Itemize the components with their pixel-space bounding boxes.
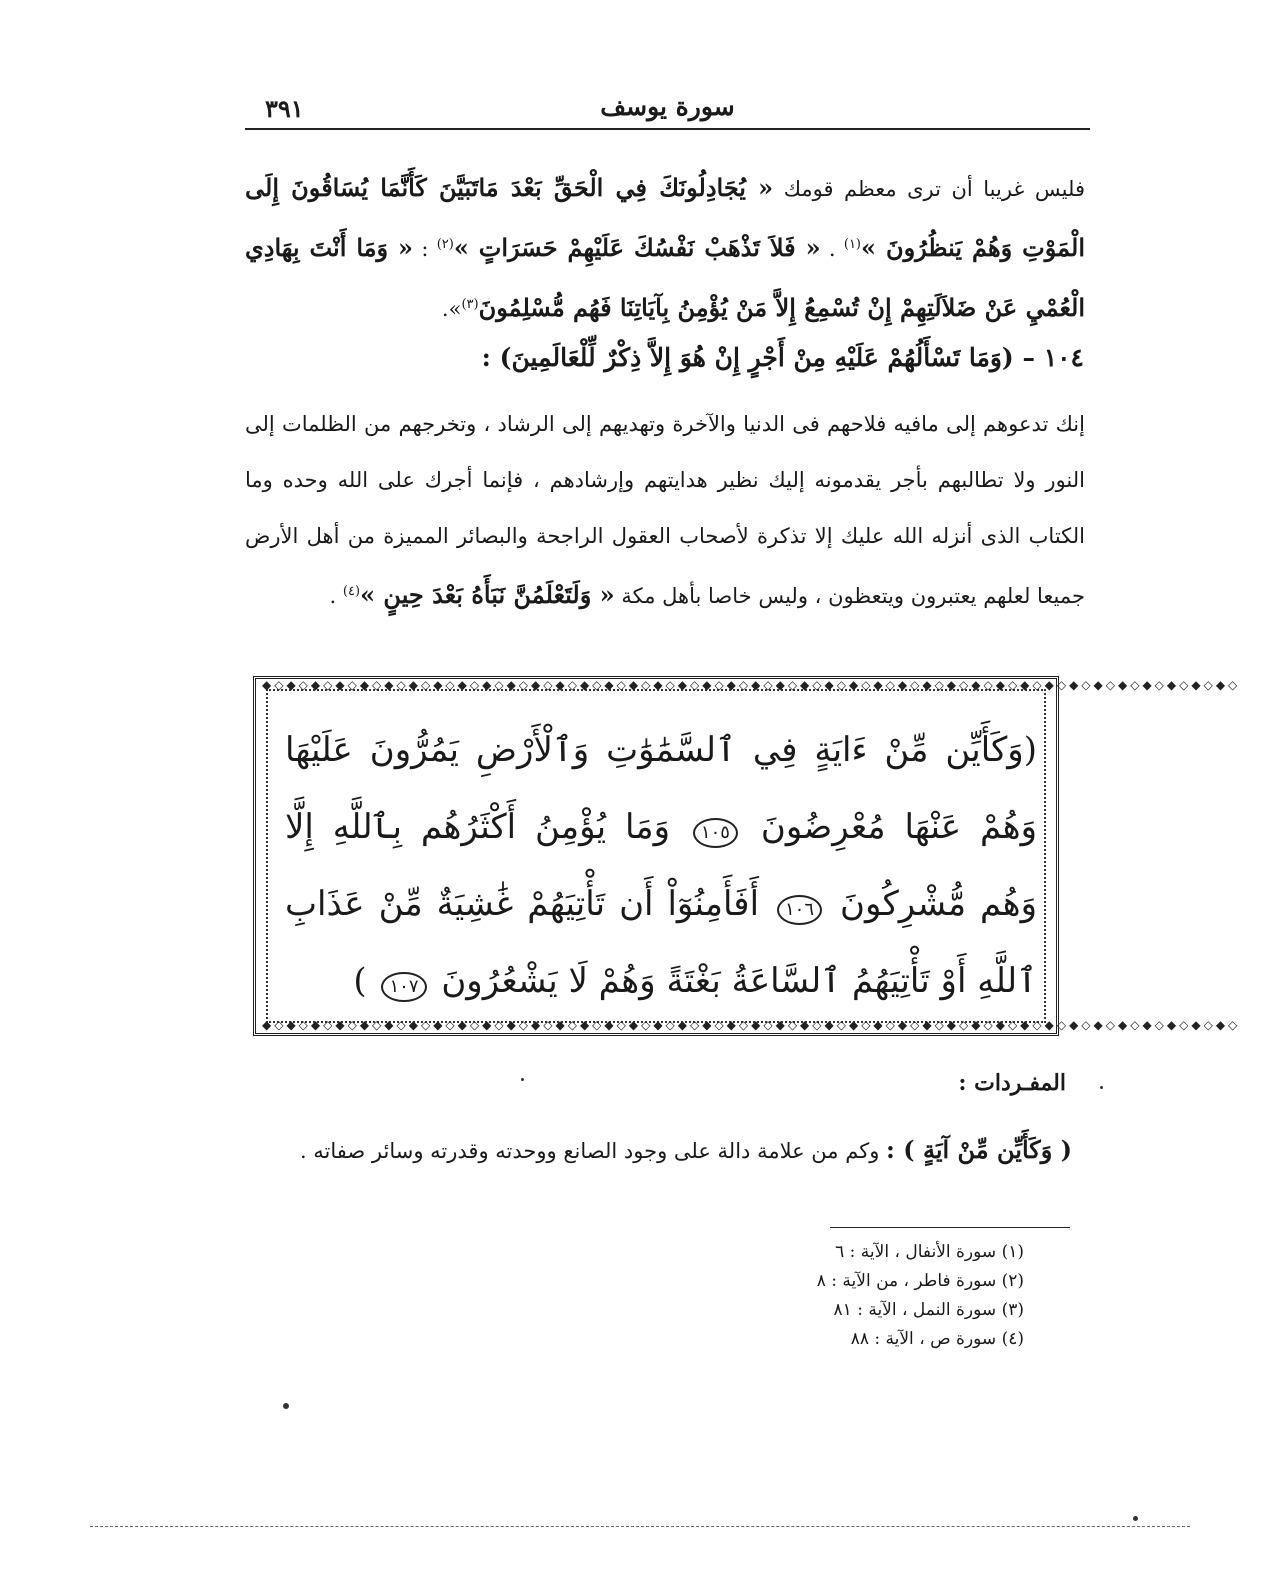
quran-part-1: (وَكَأَيِّن مِّنْ ءَايَةٍ فِي ٱلسَّمَٰوَٰتِ وَٱلْأَرْضِ يَمُرُّونَ عَلَيْهَا وَهُمْ عَنْهَا مُعْرِضُونَ bbox=[285, 730, 1037, 847]
paragraph-1-lead: فليس غريبا أن ترى معظم قومك bbox=[783, 177, 1085, 201]
page-number: ٣٩١ bbox=[265, 94, 304, 123]
footnote-1: (١) سورة الأنفال ، الآية : ٦ bbox=[835, 1242, 1024, 1262]
surah-title: سورة يوسف bbox=[600, 92, 735, 121]
footnote-2: (٢) سورة فاطر ، من الآية : ٨ bbox=[816, 1271, 1024, 1291]
quote-1: « يُجَادِلُونَكَ فِي الْحَقِّ بَعْدَ مَاتَبَيَّنَ كَأَنَّمَا يُسَاقُونَ إِلَى الْمَوْتِ وَهُمْ يَنظُرُونَ » bbox=[245, 173, 1085, 262]
vocab-entry bbox=[232, 1124, 1072, 1177]
verse-104-text: (وَمَا تَسْأَلُهُمْ عَلَيْهِ مِنْ أَجْرٍ إِنْ هُوَ إِلاَّ ذِكْرٌ لِّلْعَالَمِينَ) bbox=[499, 343, 1014, 372]
quote-3: « وَمَا أَنْتَ بِهَادِي الْعُمْيِ عَنْ ضَلاَلَتِهِمْ إِنْ تُسْمِعُ إِلاَّ مَنْ يُؤْمِنُ بِآيَاتِنَا فَهُم مُّسْلِمُونَ bbox=[245, 233, 1085, 322]
ayah-marker-107: ١٠٧ bbox=[381, 972, 426, 1002]
quran-close: ) bbox=[353, 961, 367, 1001]
quran-part-2: وَمَا يُؤْمِنُ أَكْثَرُهُم بِٱللَّهِ إِلَّا وَهُم مُّشْرِكُونَ bbox=[285, 807, 1038, 924]
ayah-marker-105: ١٠٥ bbox=[693, 818, 738, 848]
verse-104-heading bbox=[365, 338, 1084, 378]
separator-1: . bbox=[828, 237, 836, 261]
scan-speck bbox=[521, 1078, 524, 1081]
vocab-term: ( وَكَأَيِّن مِّنْ آيَةٍ ) : bbox=[886, 1135, 1072, 1164]
footnotes bbox=[817, 1238, 1024, 1354]
scan-speck bbox=[1133, 1516, 1138, 1521]
vocab-definition: وكم من علامة دالة على وجود الصانع ووحدته وقدرته وسائر صفاته . bbox=[299, 1139, 880, 1163]
frame-top-ornament: ◆◇◆◇◆◇◆◇◆◇◆◇◆◇◆◇◆◇◆◇◆◇◆◇◆◇◆◇◆◇◆◇◆◇◆◇◆◇◆◇◆◇◆◇◆◇◆◇◆◇◆◇◆◇◆◇◆◇◆◇◆◇◆◇◆◇◆◇◆◇◆◇◆◇◆◇◆◇◆◇ bbox=[262, 678, 1241, 692]
separator-2: : bbox=[421, 237, 429, 261]
footnote-rule bbox=[830, 1227, 1070, 1228]
page-header bbox=[245, 92, 1090, 128]
quote-3-end: ». bbox=[441, 297, 462, 321]
paragraph-2-end: . bbox=[329, 584, 337, 608]
paragraph-2-text: إنك تدعوهم إلى مافيه فلاحهم فى الدنيا والآخرة وتهديهم إلى الرشاد ، وتخرجهم من الظلمات إلى النور ولا تطالبهم بأجر يقدمونه إليك نظير هدايتهم وإرشادهم ، فإنما أجرك على الله وحده وما الكتاب الذى أنزله الله عليك إلا تذكرة لأصحاب العقول الراجحة والبصائر المميزة من أهل الأرض جميعا لعلهم يعتبرون ويتعظون ، وليس خاصا بأهل مكة bbox=[245, 412, 1085, 608]
scan-speck bbox=[1100, 1086, 1103, 1089]
verse-104-number: ١٠٤ – bbox=[1022, 343, 1084, 372]
footnote-ref-4: (٤) bbox=[342, 584, 361, 599]
quote-4: « وَلَتَعْلَمُنَّ نَبَأَهُ بَعْدَ حِينٍ » bbox=[360, 580, 615, 609]
ayah-marker-106: ١٠٦ bbox=[777, 895, 822, 925]
scan-bottom-line bbox=[90, 1526, 1190, 1527]
header-rule bbox=[245, 128, 1090, 130]
footnote-ref-1: (١) bbox=[843, 237, 861, 252]
vocab-section-title: المفـردات : bbox=[958, 1070, 1066, 1096]
verse-104-colon: : bbox=[481, 343, 491, 372]
quote-2: « فَلاَ تَذْهَبْ نَفْسُكَ عَلَيْهِمْ حَسَرَاتٍ » bbox=[453, 233, 821, 262]
footnote-ref-2: (٢) bbox=[436, 237, 454, 252]
footnote-4: (٤) سورة ص ، الآية : ٨٨ bbox=[850, 1329, 1024, 1349]
scan-speck bbox=[283, 1403, 289, 1409]
footnote-ref-3: (٣) bbox=[461, 297, 479, 312]
footnote-3: (٣) سورة النمل ، الآية : ٨١ bbox=[833, 1300, 1024, 1320]
quran-verses-105-107 bbox=[285, 712, 1037, 1020]
quran-part-3: أَفَأَمِنُوٓاْ أَن تَأْتِيَهُمْ غَٰشِيَةٌ مِّنْ عَذَابِ ٱللَّهِ أَوْ تَأْتِيَهُمُ ٱلسَّاعَةُ بَغْتَةً وَهُمْ لَا يَشْعُرُونَ bbox=[285, 884, 1037, 1001]
paragraph-2 bbox=[245, 396, 1085, 624]
frame-bottom-ornament: ◆◇◆◇◆◇◆◇◆◇◆◇◆◇◆◇◆◇◆◇◆◇◆◇◆◇◆◇◆◇◆◇◆◇◆◇◆◇◆◇◆◇◆◇◆◇◆◇◆◇◆◇◆◇◆◇◆◇◆◇◆◇◆◇◆◇◆◇◆◇◆◇◆◇◆◇◆◇◆◇ bbox=[262, 1018, 1241, 1032]
paragraph-1 bbox=[245, 160, 1085, 337]
